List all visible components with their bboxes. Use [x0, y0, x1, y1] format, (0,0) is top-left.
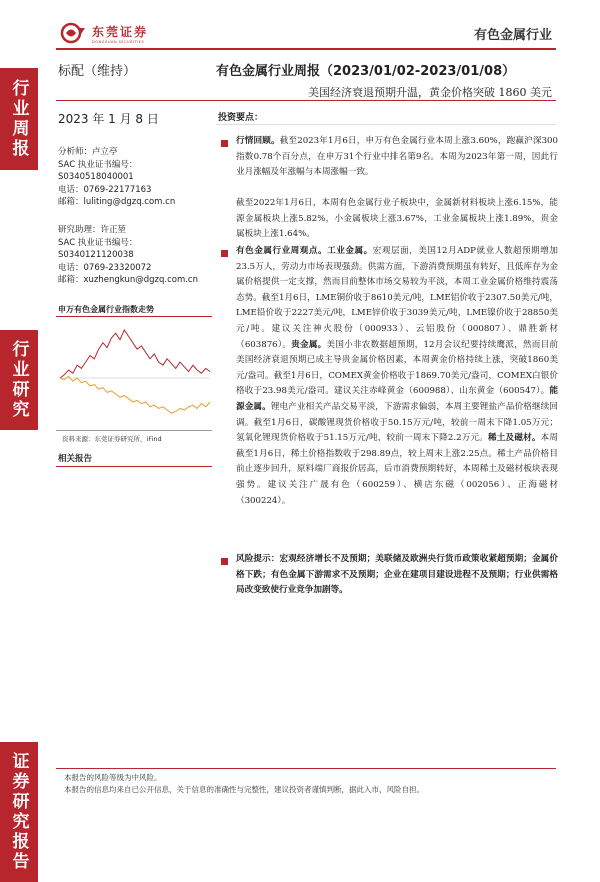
analyst-info [58, 146, 175, 209]
chart-divider-bottom [56, 430, 212, 431]
industrial-metals-text: 宏观层面，美国12月ADP就业人数超预期增加23.5万人，劳动力市场表现强劲。供需方面，下游消费预期虽有转好，且低库存为金属价格提供一定支撑，然而目前整体市场交易较为平淡，本周工业金属价格维持震荡态势。截至1月6日，LME铜价收于8610美元/吨，LME铝价收于2307.50美元/吨，LME铅价收于2227美元/吨，LME锌价收于3039美元/吨，LME镍价收于28850美元/吨。建议关注神火股份（000933）、云铝股份（000807）、鼎胜新材（603876）。 [236, 246, 558, 350]
risk-text: 风险提示：宏观经济增长不及预期；美联储及欧洲央行货币政策收紧超预期；金属价格下跌；有色金属下游需求不及预期；企业在建项目建设进程不及预期；行业供需格局改变致使行业竞争加剧等。 [236, 554, 558, 596]
assistant-cert-label: SAC 执业证书编号： [58, 237, 138, 248]
assistant-cert-number: S0340121120038 [58, 250, 134, 260]
side-label-weekly: 行业周报 [0, 68, 38, 170]
investment-points-title: 投资要点： [218, 113, 264, 123]
related-divider [56, 466, 212, 467]
assistant-email[interactable]: 邮箱：xuzhengkun@dgzq.com.cn [58, 275, 198, 285]
energy-metals-text: 锂电产业相关产品交易平淡，下游需求偏弱，本周主要锂盐产品价格继续回调。截至1月6日，碳酸锂现货价格收于50.15万元/吨，较前一周末下降1.05万元；氢氧化锂现货价格收于51.15万元/吨，较前一周末下降2.2万元。 [236, 401, 558, 444]
analyst-phone: 电话：0769-22177163 [58, 184, 152, 195]
weekly-view-paragraph [236, 244, 558, 509]
precious-metals-lead: 贵金属。 [291, 339, 327, 350]
rare-earth-lead: 稀土及磁材。 [488, 433, 541, 444]
analyst-cert-label: SAC 执业证书编号： [58, 159, 138, 170]
company-logo [60, 22, 148, 44]
report-date: 2023 年 1 月 8 日 [58, 112, 159, 126]
logo-mark-icon [60, 22, 86, 44]
market-review-paragraph [236, 134, 558, 181]
assistant-info [58, 224, 198, 287]
report-subtitle: 美国经济衰退预期升温，黄金价格突破 1860 美元 [308, 86, 552, 99]
bullet-icon [221, 558, 228, 565]
industry-label: 有色金属行业 [473, 28, 552, 43]
weekly-view-lead: 有色金属行业周观点。工业金属。 [236, 246, 373, 256]
index-trend-chart [56, 318, 214, 424]
chart-title: 申万有色金属行业指数走势 [58, 305, 154, 314]
analyst-email[interactable]: 邮箱：luliting@dgzq.com.cn [58, 197, 176, 207]
rare-earth-text: 本周截至1月6日，稀土价格指数收于298.89点，较上周末上涨2.25点。稀土产品价格目前止逐步回升，原料端厂商报价居高，后市消费预期转好，本周稀土及磁材板块表现强势。建议关注广晟有色（600259）、横店东磁（002056）、正海磁材（300224）。 [236, 433, 558, 506]
footer-divider [56, 768, 556, 769]
title-divider [56, 100, 556, 101]
footer-disclaimer [64, 772, 424, 796]
analyst-name: 分析师：卢立亭 [58, 147, 118, 157]
bullet-icon [221, 140, 228, 147]
chart-series-line-1 [60, 376, 210, 413]
rating: 标配（维持） [58, 64, 137, 79]
bullet-icon [221, 250, 228, 257]
risk-paragraph [236, 552, 558, 599]
analyst-cert-number: S0340518040001 [58, 172, 134, 182]
side-label-research: 行业研究 [0, 330, 38, 430]
energy-metals-lead: 能源金属。 [236, 386, 558, 412]
logo-cn-text: 东莞证券 [92, 24, 149, 39]
subsector-text: 截至2022年1月6日，本周有色金属行业子板块中，金属新材料板块上涨6.15%，能源金属板块上涨5.82%，小金属板块上涨3.67%，工业金属板块上涨1.89%，贵金属板块上涨1.64%。 [236, 198, 558, 240]
footer-risk-level: 本报告的风险等级为中风险。 [64, 773, 162, 782]
logo-en-text: DONGGUAN SECURITIES [92, 39, 145, 44]
chart-divider-top [56, 316, 212, 317]
precious-metals-text: 美国小非农数据超预期，12月会议纪要持续鹰派，然而目前美国经济衰退预期已成主导贵金属价格因素，本周黄金价格持续上涨，突破1860美元/盎司。截至1月6日，COMEX黄金价格收于1869.70美元/盎司，COMEX白银价格收于23.98美元/盎司。建议关注赤峰黄金（600988）、山东黄金（600547）。 [236, 339, 558, 397]
related-reports-heading: 相关报告 [58, 454, 93, 464]
header-divider [56, 48, 556, 50]
market-review-lead: 行情回顾。 [236, 136, 280, 146]
chart-series-line-0 [60, 330, 210, 378]
chart-source: 资料来源：东莞证券研究所，iFind [62, 435, 162, 443]
market-review-text: 截至2023年1月6日，申万有色金属行业本周上涨3.60%，跑赢沪深300指数0.78个百分点，在申万31个行业中排名第9名。本周为2023年第一周，因此行业月涨幅及年涨幅与本周涨幅一致。 [236, 136, 558, 178]
side-label-report: 证券研究报告 [0, 742, 38, 882]
investment-divider [216, 124, 556, 125]
assistant-phone: 电话：0769-23320072 [58, 262, 152, 273]
assistant-name: 研究助理：许正堃 [58, 225, 127, 235]
footer-info-source: 本报告的信息均来自已公开信息，关于信息的准确性与完整性，建议投资者谨慎判断，据此入市，风险自担。 [64, 785, 424, 794]
report-title: 有色金属行业周报（2023/01/02-2023/01/08） [216, 64, 516, 79]
subsector-paragraph [236, 196, 558, 243]
